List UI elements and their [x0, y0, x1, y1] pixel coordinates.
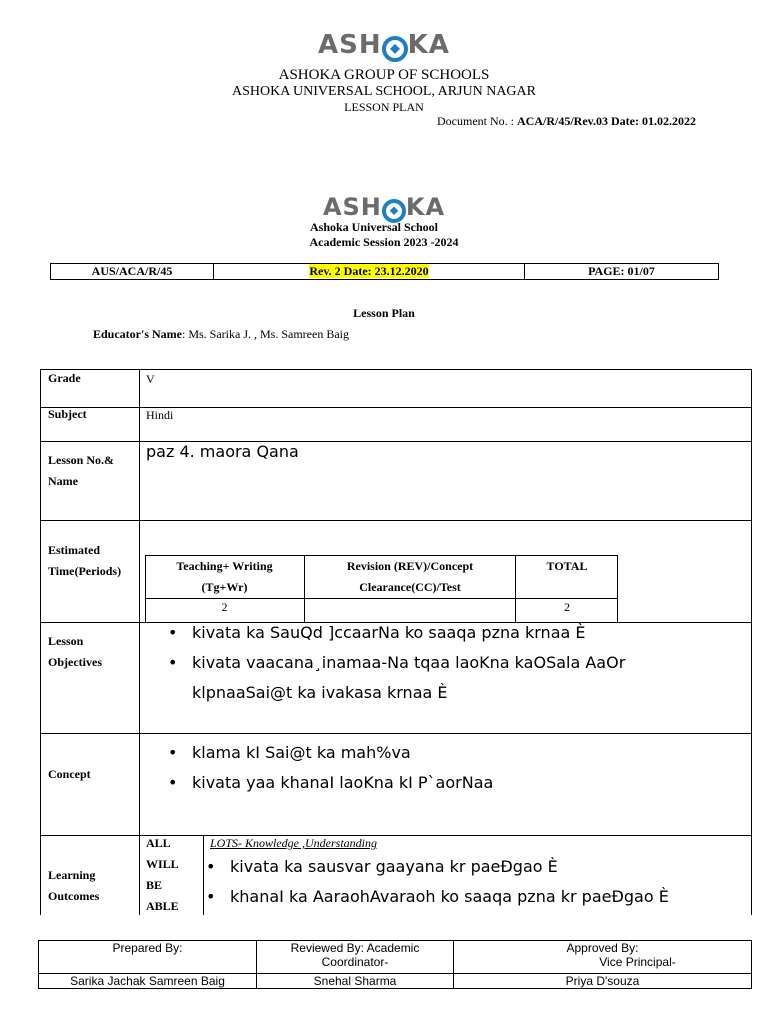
prepared-by-label: [39, 941, 257, 974]
objective-item: • kivata ka SauQd ]ccaarNa ko saaqa pzna krnaa È: [192, 618, 586, 648]
revision-header: [305, 556, 515, 598]
outcomes-inner-divider: [203, 835, 204, 915]
teaching-writing-line1: Teaching+ Writing: [176, 559, 273, 573]
approved-by-line2: Vice Principal-: [599, 955, 676, 969]
objectives-label-line2: Objectives: [48, 655, 102, 669]
able-word: ABLE: [146, 899, 179, 913]
document-type: LESSON PLAN: [344, 100, 424, 114]
revision-line1: Revision (REV)/Concept: [346, 559, 474, 573]
lesson-label-line2: Name: [48, 474, 78, 488]
concept-item: • kivata yaa khanaI laoKna kI P`aorNaa: [192, 768, 493, 798]
document-number-label: Document No. :: [437, 114, 517, 128]
grade-label: Grade: [48, 371, 81, 385]
teaching-writing-value: 2: [221, 600, 228, 614]
prepared-by-name: Sarika Jachak Samreen Baig: [39, 974, 257, 989]
approval-table: [38, 940, 752, 989]
able-word: ALL: [146, 836, 171, 850]
outcomes-label-line2: Outcomes: [48, 889, 100, 903]
all-will-be-able: [146, 833, 179, 917]
row-divider: [40, 733, 752, 734]
lots-heading: LOTS- Knowledge ,Understanding: [210, 836, 378, 850]
school-name: ASHOKA UNIVERSAL SCHOOL, ARJUN NAGAR: [231, 84, 536, 99]
time-subtable-divider: [145, 598, 618, 599]
concept-label: Concept: [48, 767, 91, 781]
document-number-value: ACA/R/45/Rev.03 Date: 01.02.2022: [517, 114, 696, 128]
reference-table: [50, 263, 719, 280]
total-header: TOTAL: [546, 559, 588, 573]
teaching-writing-line2: (Tg+Wr): [201, 580, 248, 594]
reviewed-by-line1: Reviewed By: Academic: [290, 941, 420, 955]
document-number: [437, 114, 696, 129]
educator-label: Educator's Name: [93, 327, 182, 341]
row-divider: [40, 520, 752, 521]
lesson-name: paz 4. maora Qana: [146, 442, 299, 461]
concept-item: • klama kI Sai@t ka mah%va: [192, 738, 411, 768]
reviewed-by-label: [257, 941, 454, 974]
revision-line2: Clearance(CC)/Test: [359, 580, 461, 594]
subject-label: Subject: [48, 407, 87, 421]
able-word: BE: [146, 878, 163, 892]
able-word: WILL: [146, 857, 179, 871]
total-value: 2: [564, 600, 570, 614]
lesson-label-line1: Lesson No.&: [48, 453, 115, 467]
educator-names: : Ms. Sarika J. , Ms. Samreen Baig: [182, 327, 349, 341]
time-label-line1: Estimated: [48, 543, 100, 557]
lesson-plan-title: Lesson Plan: [353, 306, 415, 320]
page-number: PAGE: 01/07: [525, 264, 719, 280]
table-column-divider: [139, 369, 140, 915]
reference-code: AUS/ACA/R/45: [51, 264, 214, 280]
logo-emblem-icon: [382, 36, 408, 62]
approved-by-line1: Approved By:: [566, 941, 639, 955]
reviewed-by-name: Snehal Sharma: [257, 974, 454, 989]
reviewed-by-line2: Coordinator-: [321, 955, 389, 969]
outcome-item: • kivata ka sausvar gaayana kr paeÐgao È: [230, 852, 558, 882]
revision-date-text: Rev. 2 Date: 23.12.2020: [309, 264, 429, 278]
time-label-line2: Time(Periods): [48, 564, 122, 578]
objective-item: • kivata vaacana¸inamaa-Na tqaa laoKna kaOSala AaOr: [192, 648, 625, 678]
logo-wordmark-end: KA: [407, 30, 450, 60]
prepared-by-text: Prepared By:: [112, 941, 183, 955]
revision-date: [214, 264, 525, 280]
educator-line: [93, 327, 349, 342]
outcomes-label-line1: Learning: [48, 868, 96, 882]
academic-session: Academic Session 2023 -2024: [309, 235, 459, 249]
outcome-item: • khanaI ka AaraohAvaraoh ko saaqa pzna kr paeÐgao È: [230, 882, 669, 912]
teaching-writing-header: [145, 556, 304, 598]
approved-by-label: [454, 941, 752, 974]
subject-value: Hindi: [146, 408, 174, 422]
school-group-name: ASHOKA GROUP OF SCHOOLS: [278, 67, 490, 83]
school-logo-top: [0, 30, 768, 62]
logo-wordmark: ASH: [318, 30, 382, 60]
grade-value: V: [146, 372, 155, 386]
approved-by-name: Priya D'souza: [454, 974, 752, 989]
logo-wordmark-2-end: KA: [405, 193, 446, 221]
logo-wordmark-2: ASH: [322, 193, 382, 221]
objective-item-continued: klpnaaSai@t ka ivakasa krnaa È: [192, 683, 448, 702]
objectives-label-line1: Lesson: [48, 634, 84, 648]
school-logo-second: [0, 193, 768, 223]
subheader-school: Ashoka Universal School: [309, 220, 439, 234]
